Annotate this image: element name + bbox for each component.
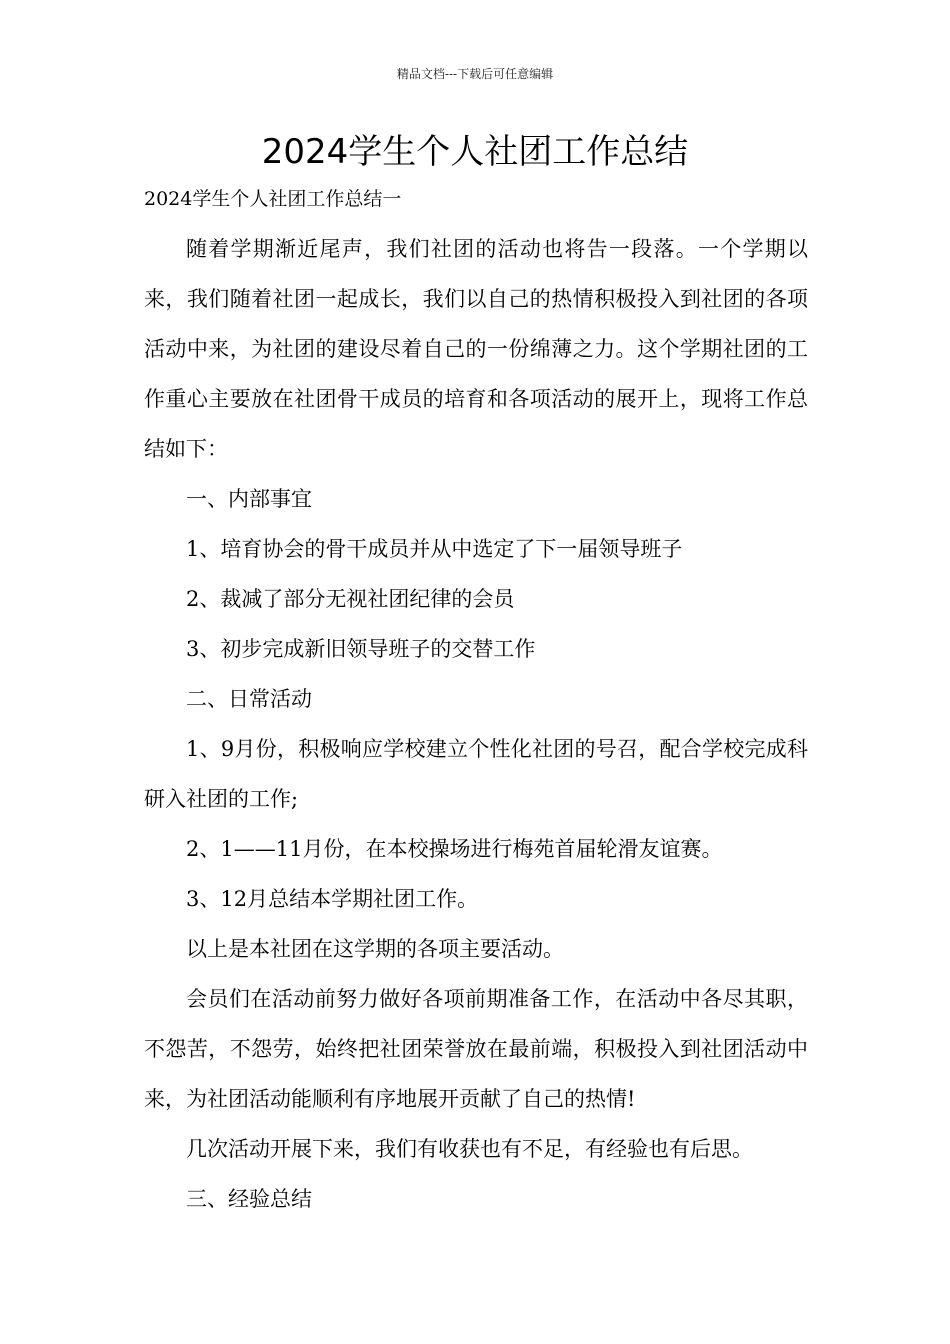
document-body <box>144 224 808 1224</box>
list-item: 1、培育协会的骨干成员并从中选定了下一届领导班子 <box>186 537 683 561</box>
section-heading-daily-activities: 二、日常活动 <box>186 687 312 711</box>
list-item: 3、12月总结本学期社团工作。 <box>186 887 479 911</box>
reflection-paragraph: 几次活动开展下来，我们有收获也有不足，有经验也有后思。 <box>186 1137 753 1161</box>
members-paragraph: 会员们在活动前努力做好各项前期准备工作，在活动中各尽其职，不怨苦，不怨劳，始终把社团荣誉放在最前端，积极投入到社团活动中来，为社团活动能顺利有序地展开贡献了自己的热情! <box>144 987 808 1111</box>
list-item: 3、初步完成新旧领导班子的交替工作 <box>186 637 536 661</box>
section-heading-internal-affairs: 一、内部事宜 <box>186 487 312 511</box>
summary-paragraph: 以上是本社团在这学期的各项主要活动。 <box>186 937 564 961</box>
section-heading-experience-summary: 三、经验总结 <box>186 1187 312 1211</box>
header-note: 精品文档---下载后可任意编辑 <box>396 67 554 81</box>
document-subtitle: 2024学生个人社团工作总结一 <box>144 188 402 210</box>
list-item: 2、1——11月份，在本校操场进行梅苑首届轮滑友谊赛。 <box>186 837 723 861</box>
document-title: 2024学生个人社团工作总结 <box>261 132 689 172</box>
list-item: 2、裁减了部分无视社团纪律的会员 <box>186 587 515 611</box>
list-item: 1、9月份，积极响应学校建立个性化社团的号召，配合学校完成科研入社团的工作; <box>144 737 808 811</box>
intro-paragraph: 随着学期渐近尾声，我们社团的活动也将告一段落。一个学期以来，我们随着社团一起成长，我们以自己的热情积极投入到社团的各项活动中来，为社团的建设尽着自己的一份绵薄之力。这个学期社团的工作重心主要放在社团骨干成员的培育和各项活动的展开上，现将工作总结如下： <box>144 237 808 461</box>
